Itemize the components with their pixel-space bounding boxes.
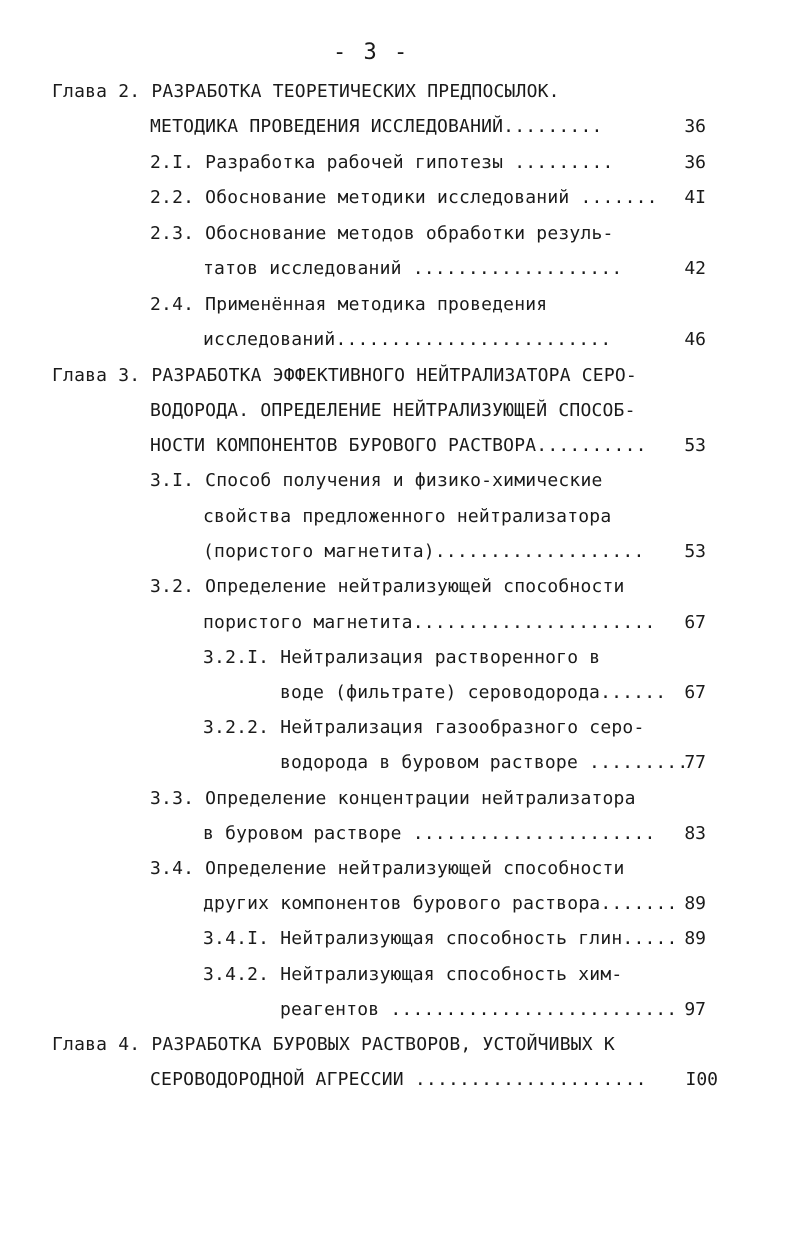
- toc-section-3-1: 3.I. Способ получения и физико-химические: [150, 470, 603, 491]
- toc-page-number: 77: [684, 752, 706, 773]
- toc-section-3-2-2: 3.2.2. Нейтрализация газообразного серо-: [203, 717, 645, 738]
- page-number: - 3 -: [333, 40, 410, 65]
- toc-page-number: 46: [684, 329, 706, 350]
- toc-chapter-4-title-cont: СЕРОВОДОРОДНОЙ АГРЕССИИ .....................: [150, 1069, 647, 1090]
- toc-page-number: 4I: [684, 187, 706, 208]
- toc-section-3-2-1-cont: воде (фильтрате) сероводорода......: [280, 682, 667, 703]
- toc-section-3-1-cont2: (пористого магнетита)...................: [203, 541, 645, 562]
- toc-section-3-4-2: 3.4.2. Нейтрализующая способность хим-: [203, 964, 623, 985]
- toc-page-number: 67: [684, 682, 706, 703]
- toc-page-number: 83: [684, 823, 706, 844]
- toc-section-3-3: 3.3. Определение концентрации нейтрализатора: [150, 788, 636, 809]
- toc-page-number: 53: [684, 541, 706, 562]
- toc-page-number: 89: [684, 928, 706, 949]
- toc-chapter-3-title-cont2: НОСТИ КОМПОНЕНТОВ БУРОВОГО РАСТВОРА..........: [150, 435, 647, 456]
- toc-section-3-4-1: 3.4.I. Нейтрализующая способность глин.....: [203, 928, 678, 949]
- toc-section-2-4-cont: исследований.........................: [203, 329, 612, 350]
- toc-chapter-3-title-cont: ВОДОРОДА. ОПРЕДЕЛЕНИЕ НЕЙТРАЛИЗУЮЩЕЙ СПОСОБ-: [150, 400, 636, 421]
- toc-section-2-2: 2.2. Обоснование методики исследований .......: [150, 187, 658, 208]
- toc-page-number: 36: [684, 152, 706, 173]
- toc-page-number: 89: [684, 893, 706, 914]
- toc-section-2-3-cont: татов исследований ...................: [203, 258, 623, 279]
- toc-section-3-2: 3.2. Определение нейтрализующей способности: [150, 576, 625, 597]
- toc-section-3-2-2-cont: водорода в буровом растворе .........: [280, 752, 689, 773]
- toc-section-3-1-cont: свойства предложенного нейтрализатора: [203, 506, 612, 527]
- toc-chapter-3-title: Глава 3. РАЗРАБОТКА ЭФФЕКТИВНОГО НЕЙТРАЛИЗАТОРА СЕРО-: [52, 365, 637, 386]
- toc-page-number: 53: [684, 435, 706, 456]
- toc-page-number: I00: [685, 1069, 718, 1090]
- toc-section-2-4: 2.4. Применённая методика проведения: [150, 294, 548, 315]
- toc-page-number: 67: [684, 612, 706, 633]
- toc-section-3-4: 3.4. Определение нейтрализующей способности: [150, 858, 625, 879]
- toc-section-2-1: 2.I. Разработка рабочей гипотезы .........: [150, 152, 614, 173]
- toc-section-3-2-cont: пористого магнетита......................: [203, 612, 656, 633]
- toc-page-number: 36: [684, 116, 706, 137]
- toc-page-number: 97: [684, 999, 706, 1020]
- toc-section-3-3-cont: в буровом растворе ......................: [203, 823, 656, 844]
- toc-section-3-4-cont: других компонентов бурового раствора.......: [203, 893, 678, 914]
- toc-page-number: 42: [684, 258, 706, 279]
- toc-section-3-4-2-cont: реагентов ..........................: [280, 999, 678, 1020]
- toc-section-2-3: 2.3. Обоснование методов обработки резуль-: [150, 223, 614, 244]
- toc-chapter-2-title: Глава 2. РАЗРАБОТКА ТЕОРЕТИЧЕСКИХ ПРЕДПОСЫЛОК.: [52, 81, 560, 102]
- toc-chapter-4-title: Глава 4. РАЗРАБОТКА БУРОВЫХ РАСТВОРОВ, УСТОЙЧИВЫХ К: [52, 1034, 615, 1055]
- toc-section-3-2-1: 3.2.I. Нейтрализация растворенного в: [203, 647, 601, 668]
- toc-chapter-2-title-cont: МЕТОДИКА ПРОВЕДЕНИЯ ИССЛЕДОВАНИЙ.........: [150, 116, 603, 137]
